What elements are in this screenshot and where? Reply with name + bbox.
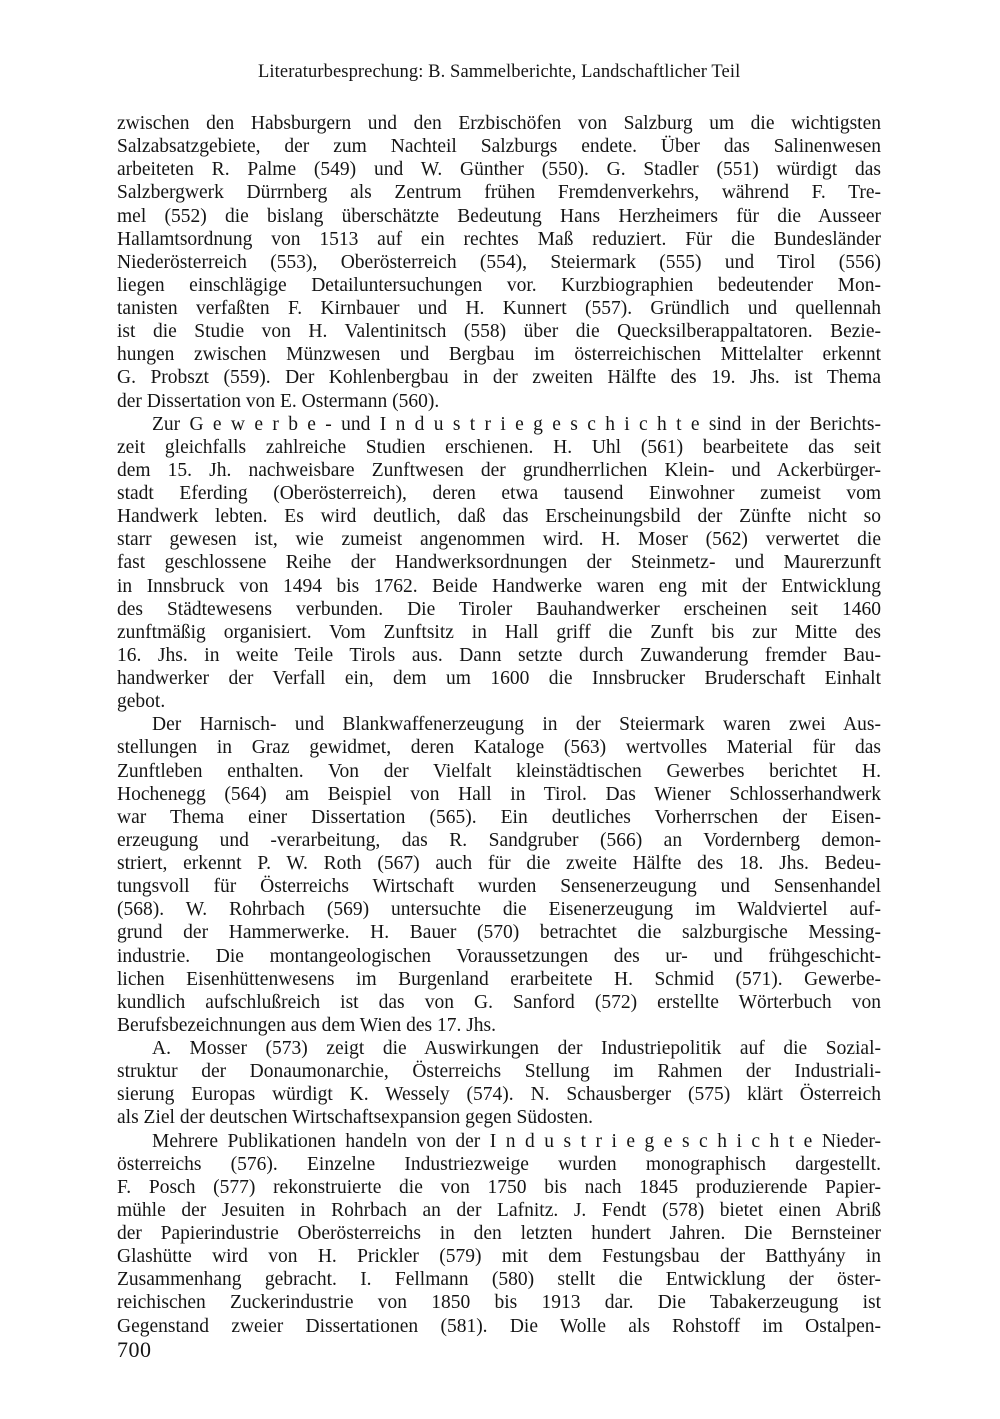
- text-line: österreichs (576). Einzelne Industriezweige wurden monographisch dargestellt.: [117, 1153, 881, 1175]
- text-line: F. Posch (577) rekonstruierte die von 1750 bis nach 1845 produzierende Papier-: [117, 1176, 881, 1198]
- text-line: gebot.: [117, 691, 166, 713]
- text-line: starr gewesen ist, wie zumeist angenommen wird. H. Moser (562) verwertet die: [117, 529, 881, 551]
- text-line: war Thema einer Dissertation (565). Ein deutliches Vorherrschen der Eisen-: [117, 806, 881, 828]
- text-line: tungsvoll für Österreichs Wirtschaft wurden Sensenerzeugung und Sensenhandel: [117, 876, 881, 898]
- text-line: stellungen in Graz gewidmet, deren Kataloge (563) wertvolles Material für das: [117, 737, 881, 759]
- text-line: Zusammenhang gebracht. I. Fellmann (580) stellt die Entwicklung der öster-: [117, 1269, 881, 1291]
- text-line: Salzbergwerk Dürrnberg als Zentrum frühen Fremdenverkehrs, während F. Tre-: [117, 182, 881, 204]
- text-line: Mehrere Publikationen handeln von der I n d u s t r i e g e s c h i c h t e Nieder-: [152, 1130, 881, 1152]
- text-line: zunftmäßig organisiert. Vom Zunftsitz in Hall griff die Zunft bis zur Mitte des: [117, 621, 881, 643]
- text-line: struktur der Donaumonarchie, Österreichs Stellung im Rahmen der Industriali-: [117, 1061, 881, 1083]
- text-line: Niederösterreich (553), Oberösterreich (554), Steiermark (555) und Tirol (556): [117, 251, 881, 273]
- text-line: erzeugung und -verarbeitung, das R. Sandgruber (566) an Vordernberg demon-: [117, 829, 881, 851]
- text-line: der Papierindustrie Oberösterreichs in den letzten hundert Jahren. Die Bernsteiner: [117, 1223, 881, 1244]
- text-line: tanisten verfaßten F. Kirnbauer und H. Kunnert (557). Gründlich und quellennah: [117, 298, 881, 319]
- page-number: 700: [117, 1337, 152, 1362]
- body-text: [117, 112, 881, 1338]
- text-line: handwerker der Verfall ein, dem um 1600 die Innsbrucker Bruderschaft Einhalt: [117, 668, 881, 689]
- text-line: Berufsbezeichnungen aus dem Wien des 17. Jhs.: [117, 1014, 497, 1036]
- text-line: mel (552) die bislang überschätzte Bedeutung Hans Herzheimers für die Ausseer: [117, 205, 881, 227]
- text-line: grund der Hammerwerke. H. Bauer (570) betrachtet die salzburgische Messing-: [117, 922, 881, 944]
- text-line: striert, erkennt P. W. Roth (567) auch für die zweite Hälfte des 18. Jhs. Bedeu-: [117, 853, 881, 874]
- text-line: (568). W. Rohrbach (569) untersuchte die Eisenerzeugung im Waldviertel auf-: [117, 899, 881, 921]
- text-line: kundlich aufschlußreich ist das von G. Sanford (572) erstellte Wörterbuch von: [117, 991, 881, 1013]
- text-line: Zunftleben enthalten. Von der Vielfalt kleinstädtischen Gewerbes berichtet H.: [117, 760, 881, 782]
- text-line: Zur G e w e r b e - und I n d u s t r i e g e s c h i c h t e sind in der Berichts-: [152, 413, 881, 435]
- text-line: mühle der Jesuiten in Rohrbach an der Lafnitz. J. Fendt (578) bietet einen Abriß: [117, 1199, 881, 1221]
- running-head: Literaturbesprechung: B. Sammelberichte, Landschaftlicher Teil: [258, 62, 741, 82]
- text-line: in Innsbruck von 1494 bis 1762. Beide Handwerke waren eng mit der Entwicklung: [117, 575, 881, 597]
- text-line: sierung Europas würdigt K. Wessely (574). N. Schausberger (575) klärt Österreich: [117, 1084, 881, 1106]
- text-line: hungen zwischen Münzwesen und Bergbau im österreichischen Mittelalter erkennt: [117, 344, 881, 366]
- text-line: zwischen den Habsburgern und den Erzbischöfen von Salzburg um die wichtigsten: [117, 113, 881, 134]
- text-line: des Städtewesens verbunden. Die Tiroler Bauhandwerker erscheinen seit 1460: [117, 598, 881, 620]
- text-line: lichen Eisenhüttenwesens im Burgenland erarbeitete H. Schmid (571). Gewerbe-: [117, 968, 881, 990]
- text-line: stadt Eferding (Oberösterreich), deren etwa tausend Einwohner zumeist vom: [117, 483, 881, 504]
- text-line: ist die Studie von H. Valentinitsch (558) über die Quecksilberappaltatoren. Bezie-: [117, 321, 881, 343]
- text-line: arbeiteten R. Palme (549) und W. Günther (550). G. Stadler (551) würdigt das: [117, 159, 881, 181]
- text-line: A. Mosser (573) zeigt die Auswirkungen der Industriepolitik auf die Sozial-: [152, 1038, 881, 1059]
- text-line: Hochenegg (564) am Beispiel von Hall in Tirol. Das Wiener Schlosserhandwerk: [117, 783, 881, 805]
- text-line: der Dissertation von E. Ostermann (560).: [117, 390, 440, 412]
- text-line: industrie. Die montangeologischen Voraussetzungen des ur- und frühgeschicht-: [117, 945, 881, 967]
- text-line: fast geschlossene Reihe der Handwerksordnungen der Steinmetz- und Maurerzunft: [117, 552, 881, 574]
- text-line: 16. Jhs. in weite Teile Tirols aus. Dann setzte durch Zuwanderung fremder Bau-: [117, 644, 881, 666]
- text-line: G. Probszt (559). Der Kohlenbergbau in der zweiten Hälfte des 19. Jhs. ist Thema: [117, 367, 881, 389]
- text-line: als Ziel der deutschen Wirtschaftsexpansion gegen Südosten.: [117, 1107, 593, 1129]
- text-line: liegen einschlägige Detailuntersuchungen vor. Kurzbiographien bedeutender Mon-: [117, 274, 881, 296]
- text-line: Gegenstand zweier Dissertationen (581). Die Wolle als Rohstoff im Ostalpen-: [117, 1315, 881, 1337]
- text-line: Salzabsatzgebiete, der zum Nachteil Salzburgs endete. Über das Salinenwesen: [117, 136, 881, 158]
- text-line: Glashütte wird von H. Prickler (579) mit dem Festungsbau der Batthyány in: [117, 1246, 881, 1268]
- text-line: reichischen Zuckerindustrie von 1850 bis 1913 dar. Die Tabakerzeugung ist: [117, 1292, 881, 1314]
- text-line: dem 15. Jh. nachweisbare Zunftwesen der grundherrlichen Klein- und Ackerbürger-: [117, 459, 881, 481]
- text-line: Handwerk lebten. Es wird deutlich, daß das Erscheinungsbild der Zünfte nicht so: [117, 506, 881, 528]
- text-line: Hallamtsordnung von 1513 auf ein rechtes Maß reduziert. Für die Bundesländer: [117, 228, 881, 250]
- text-line: zeit gleichfalls zahlreiche Studien erschienen. H. Uhl (561) bearbeitete das seit: [117, 436, 881, 458]
- text-line: Der Harnisch- und Blankwaffenerzeugung in der Steiermark waren zwei Aus-: [152, 714, 881, 736]
